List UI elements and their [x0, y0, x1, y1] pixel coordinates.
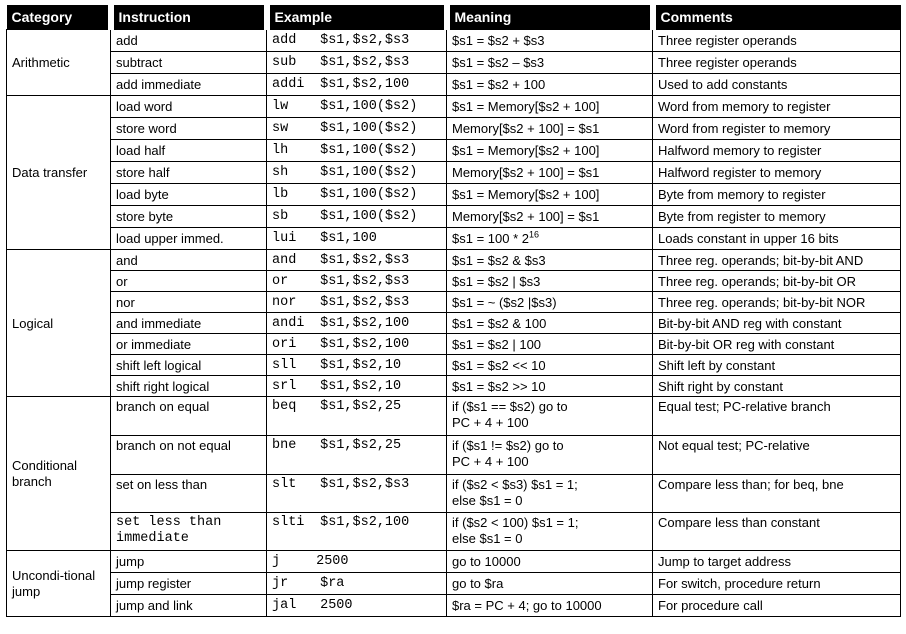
- table-row: [7, 271, 901, 292]
- instruction-name: load byte: [116, 187, 169, 202]
- meaning-cell: [447, 475, 653, 513]
- category-cell: Arithmetic: [7, 30, 111, 96]
- meaning-cell: [447, 96, 653, 118]
- opcode: addi: [272, 77, 305, 92]
- operands: $s1,$s2,$s3: [320, 33, 410, 48]
- comment-cell: Three reg. operands; bit-by-bit NOR: [653, 292, 901, 313]
- example-cell: [267, 397, 447, 436]
- meaning-text: $s1 = $100 * 2^{16}$: [452, 229, 539, 246]
- example-cell: [267, 140, 447, 162]
- opcode: beq: [272, 399, 297, 414]
- meaning-text: go to 10000: [452, 554, 521, 569]
- meaning-text: $s1 = Memory[$s2 + 100]: [452, 187, 600, 202]
- operands: $s1,100($s2): [320, 165, 418, 180]
- opcode: jal: [272, 598, 297, 613]
- opcode: add: [272, 33, 297, 48]
- operands: $s1,$s2,$s3: [320, 477, 410, 492]
- meaning-cell: [447, 206, 653, 228]
- instruction-cell: [111, 355, 267, 376]
- meaning-cell: [447, 436, 653, 475]
- operands: $s1,100($s2): [320, 99, 418, 114]
- category-cell: Uncondi-tional jump: [7, 551, 111, 617]
- category-cell: Logical: [7, 250, 111, 397]
- instruction-cell: [111, 118, 267, 140]
- opcode: slti: [272, 515, 305, 530]
- comment-cell: Word from register to memory: [653, 118, 901, 140]
- meaning-exponent: 16: [528, 229, 539, 240]
- instruction-cell: [111, 397, 267, 436]
- meaning-text-line2: PC + 4 + 100: [452, 454, 529, 469]
- instruction-name: subtract: [116, 55, 163, 70]
- table-row: [7, 475, 901, 513]
- header-row: [7, 5, 901, 30]
- operands: $s1,$s2,$s3: [320, 273, 410, 289]
- meaning-text: $s1 = $s2 << 10: [452, 357, 546, 373]
- opcode: sb: [272, 209, 289, 224]
- example-cell: [267, 52, 447, 74]
- table-row: [7, 96, 901, 118]
- instruction-name: store byte: [116, 209, 174, 224]
- opcode: jr: [272, 576, 289, 591]
- instruction-name: or immediate: [116, 336, 192, 352]
- operands: $s1,$s2,100: [320, 77, 410, 92]
- example-cell: [267, 595, 447, 617]
- operands: $s1,100($s2): [320, 143, 418, 158]
- example-cell: [267, 206, 447, 228]
- table-row: [7, 30, 901, 52]
- meaning-cell: [447, 313, 653, 334]
- instruction-cell: [111, 228, 267, 250]
- table-row: [7, 162, 901, 184]
- table-row: [7, 74, 901, 96]
- instruction-name: shift right logical: [116, 378, 210, 394]
- opcode: andi: [272, 315, 305, 331]
- comment-cell: Not equal test; PC-relative: [653, 436, 901, 475]
- operands: $s1,100($s2): [320, 209, 418, 224]
- meaning-cell: [447, 397, 653, 436]
- instruction-cell: [111, 436, 267, 475]
- example-cell: [267, 551, 447, 573]
- meaning-text: $s1 = ~ ($s2 |$s3): [452, 294, 557, 310]
- operands: $s1,$s2,100: [320, 336, 410, 352]
- table-row: [7, 355, 901, 376]
- meaning-text-line2: else $s1 = 0: [452, 531, 523, 546]
- instruction-cell: [111, 162, 267, 184]
- instruction-name-line2: immediate: [116, 531, 189, 546]
- opcode: bne: [272, 438, 297, 453]
- operands: $s1,100($s2): [320, 121, 418, 136]
- example-cell: [267, 436, 447, 475]
- comment-cell: For switch, procedure return: [653, 573, 901, 595]
- opcode: lui: [272, 231, 297, 246]
- table-row: [7, 206, 901, 228]
- example-cell: [267, 162, 447, 184]
- meaning-cell: [447, 250, 653, 271]
- operands: $ra: [320, 576, 345, 591]
- opcode: nor: [272, 294, 297, 310]
- operands: $s1,$s2,25: [320, 399, 402, 414]
- meaning-text: go to $ra: [452, 576, 504, 591]
- comment-cell: Compare less than constant: [653, 513, 901, 551]
- instruction-cell: [111, 513, 267, 551]
- operands: $s1,$s2,100: [320, 315, 410, 331]
- example-cell: [267, 573, 447, 595]
- table-row: [7, 513, 901, 551]
- instruction-name: add immediate: [116, 77, 202, 92]
- header-meaning: Meaning: [447, 5, 653, 30]
- example-cell: [267, 250, 447, 271]
- instruction-name: store word: [116, 121, 177, 136]
- comment-cell: Bit-by-bit OR reg with constant: [653, 334, 901, 355]
- meaning-text: $s1 = Memory[$s2 + 100]: [452, 99, 600, 114]
- operands: $s1,$s2,$s3: [320, 294, 410, 310]
- table-row: [7, 52, 901, 74]
- table-row: [7, 397, 901, 436]
- header-instruction: Instruction: [111, 5, 267, 30]
- comment-cell: Bit-by-bit AND reg with constant: [653, 313, 901, 334]
- comment-cell: Byte from memory to register: [653, 184, 901, 206]
- comment-cell: Jump to target address: [653, 551, 901, 573]
- operands: $s1,100: [320, 231, 377, 246]
- comment-cell: Loads constant in upper 16 bits: [653, 228, 901, 250]
- instruction-name: jump register: [116, 576, 192, 591]
- operands: $s1,$s2,100: [320, 515, 410, 530]
- operands: $s1,$s2,25: [320, 438, 402, 453]
- meaning-text: Memory[$s2 + 100] = $s1: [452, 121, 600, 136]
- comment-cell: Three register operands: [653, 30, 901, 52]
- meaning-text: $s1 = $s2 >> 10: [452, 378, 546, 394]
- instruction-cell: [111, 52, 267, 74]
- example-cell: [267, 355, 447, 376]
- comment-cell: Halfword memory to register: [653, 140, 901, 162]
- instruction-name: and: [116, 252, 138, 268]
- opcode: srl: [272, 378, 297, 394]
- example-cell: [267, 96, 447, 118]
- meaning-cell: [447, 573, 653, 595]
- operands: $s1,$s2,10: [320, 378, 402, 394]
- meaning-cell: [447, 551, 653, 573]
- comment-cell: Halfword register to memory: [653, 162, 901, 184]
- comment-cell: Word from memory to register: [653, 96, 901, 118]
- comment-cell: Three register operands: [653, 52, 901, 74]
- table-row: [7, 140, 901, 162]
- comment-cell: Three reg. operands; bit-by-bit AND: [653, 250, 901, 271]
- comment-cell: Shift right by constant: [653, 376, 901, 397]
- table-row: [7, 250, 901, 271]
- opcode: lw: [272, 99, 289, 114]
- instruction-name: nor: [116, 294, 135, 310]
- instruction-cell: [111, 74, 267, 96]
- table-row: [7, 551, 901, 573]
- instruction-cell: [111, 96, 267, 118]
- instruction-cell: [111, 334, 267, 355]
- opcode: sub: [272, 55, 297, 70]
- example-cell: [267, 74, 447, 96]
- operands: $s1,$s2,$s3: [320, 252, 410, 268]
- operands: $s1,100($s2): [320, 187, 418, 202]
- instruction-name: shift left logical: [116, 357, 202, 373]
- table-row: [7, 184, 901, 206]
- meaning-cell: [447, 355, 653, 376]
- comment-cell: Three reg. operands; bit-by-bit OR: [653, 271, 901, 292]
- example-cell: [267, 271, 447, 292]
- instruction-name: branch on not equal: [116, 438, 231, 453]
- operands: $s1,$s2,$s3: [320, 55, 410, 70]
- comment-cell: For procedure call: [653, 595, 901, 617]
- meaning-cell: [447, 595, 653, 617]
- meaning-cell: [447, 334, 653, 355]
- instruction-cell: [111, 206, 267, 228]
- comment-cell: Equal test; PC-relative branch: [653, 397, 901, 436]
- meaning-text: $s1 = $s2 – $s3: [452, 55, 545, 70]
- meaning-text: if ($s1 == $s2) go to: [452, 399, 568, 414]
- opcode: or: [272, 273, 289, 289]
- meaning-text: $s1 = $s2 + $s3: [452, 33, 545, 48]
- meaning-text-line2: PC + 4 + 100: [452, 415, 529, 430]
- header-example: Example: [267, 5, 447, 30]
- table-row: [7, 118, 901, 140]
- instruction-name: jump: [116, 554, 145, 569]
- meaning-cell: [447, 140, 653, 162]
- instruction-name: add: [116, 33, 138, 48]
- table-row: [7, 228, 901, 250]
- example-cell: [267, 228, 447, 250]
- operands: 2500: [320, 598, 353, 613]
- example-cell: [267, 292, 447, 313]
- opcode: lb: [272, 187, 289, 202]
- example-cell: [267, 475, 447, 513]
- opcode: sll: [272, 357, 297, 373]
- opcode: sh: [272, 165, 289, 180]
- example-cell: [267, 184, 447, 206]
- table-row: [7, 376, 901, 397]
- table-row: [7, 436, 901, 475]
- header-comments: Comments: [653, 5, 901, 30]
- meaning-cell: [447, 74, 653, 96]
- instruction-cell: [111, 595, 267, 617]
- meaning-cell: [447, 118, 653, 140]
- meaning-text: $s1 = $s2 & $s3: [452, 252, 546, 268]
- meaning-text: if ($s2 < 100) $s1 = 1;: [452, 515, 579, 530]
- meaning-text: $s1 = $s2 | 100: [452, 336, 542, 352]
- meaning-cell: [447, 52, 653, 74]
- comment-cell: Byte from register to memory: [653, 206, 901, 228]
- instruction-name: set less than: [116, 515, 222, 530]
- meaning-cell: [447, 271, 653, 292]
- meaning-text: Memory[$s2 + 100] = $s1: [452, 209, 600, 224]
- opcode: j: [272, 554, 281, 569]
- instruction-name: load word: [116, 99, 173, 114]
- table-row: [7, 334, 901, 355]
- meaning-text: $s1 = $s2 + 100: [452, 77, 546, 92]
- instruction-name: store half: [116, 165, 170, 180]
- comment-cell: Used to add constants: [653, 74, 901, 96]
- instruction-name: branch on equal: [116, 399, 210, 414]
- meaning-text: if ($s1 != $s2) go to: [452, 438, 564, 453]
- category-cell: Data transfer: [7, 96, 111, 250]
- table-body: [7, 30, 901, 617]
- example-cell: [267, 118, 447, 140]
- instruction-name: load upper immed.: [116, 231, 224, 246]
- instruction-name: jump and link: [116, 598, 193, 613]
- comment-cell: Compare less than; for beq, bne: [653, 475, 901, 513]
- table-row: [7, 313, 901, 334]
- instruction-name: load half: [116, 143, 166, 158]
- instruction-cell: [111, 30, 267, 52]
- table-row: [7, 573, 901, 595]
- instruction-cell: [111, 573, 267, 595]
- table-row: [7, 595, 901, 617]
- instruction-cell: [111, 292, 267, 313]
- instruction-cell: [111, 140, 267, 162]
- opcode: lh: [272, 143, 289, 158]
- meaning-cell: [447, 376, 653, 397]
- meaning-text: Memory[$s2 + 100] = $s1: [452, 165, 600, 180]
- comment-cell: Shift left by constant: [653, 355, 901, 376]
- opcode: ori: [272, 336, 297, 352]
- table-row: [7, 292, 901, 313]
- instruction-cell: [111, 551, 267, 573]
- example-cell: [267, 313, 447, 334]
- meaning-text: $s1 = $s2 | $s3: [452, 273, 541, 289]
- meaning-cell: [447, 513, 653, 551]
- example-cell: [267, 334, 447, 355]
- opcode: sw: [272, 121, 289, 136]
- meaning-cell: [447, 184, 653, 206]
- meaning-text: $ra = PC + 4; go to 10000: [452, 598, 602, 613]
- operands: 2500: [316, 554, 349, 569]
- instruction-cell: [111, 475, 267, 513]
- meaning-cell: [447, 30, 653, 52]
- meaning-text: $s1 = Memory[$s2 + 100]: [452, 143, 600, 158]
- instruction-cell: [111, 250, 267, 271]
- mips-instruction-table: [6, 5, 901, 617]
- example-cell: [267, 30, 447, 52]
- instruction-cell: [111, 271, 267, 292]
- operands: $s1,$s2,10: [320, 357, 402, 373]
- category-cell: Conditional branch: [7, 397, 111, 551]
- meaning-cell: [447, 228, 653, 250]
- instruction-cell: [111, 184, 267, 206]
- meaning-text-line2: else $s1 = 0: [452, 493, 523, 508]
- instruction-cell: [111, 313, 267, 334]
- opcode: and: [272, 252, 297, 268]
- example-cell: [267, 376, 447, 397]
- instruction-name: and immediate: [116, 315, 202, 331]
- instruction-cell: [111, 376, 267, 397]
- header-category: Category: [7, 5, 111, 30]
- meaning-cell: [447, 162, 653, 184]
- example-cell: [267, 513, 447, 551]
- instruction-name: or: [116, 273, 128, 289]
- opcode: slt: [272, 477, 297, 492]
- instruction-name: set on less than: [116, 477, 208, 492]
- meaning-text: $s1 = $s2 & 100: [452, 315, 547, 331]
- meaning-cell: [447, 292, 653, 313]
- meaning-text: if ($s2 < $s3) $s1 = 1;: [452, 477, 578, 492]
